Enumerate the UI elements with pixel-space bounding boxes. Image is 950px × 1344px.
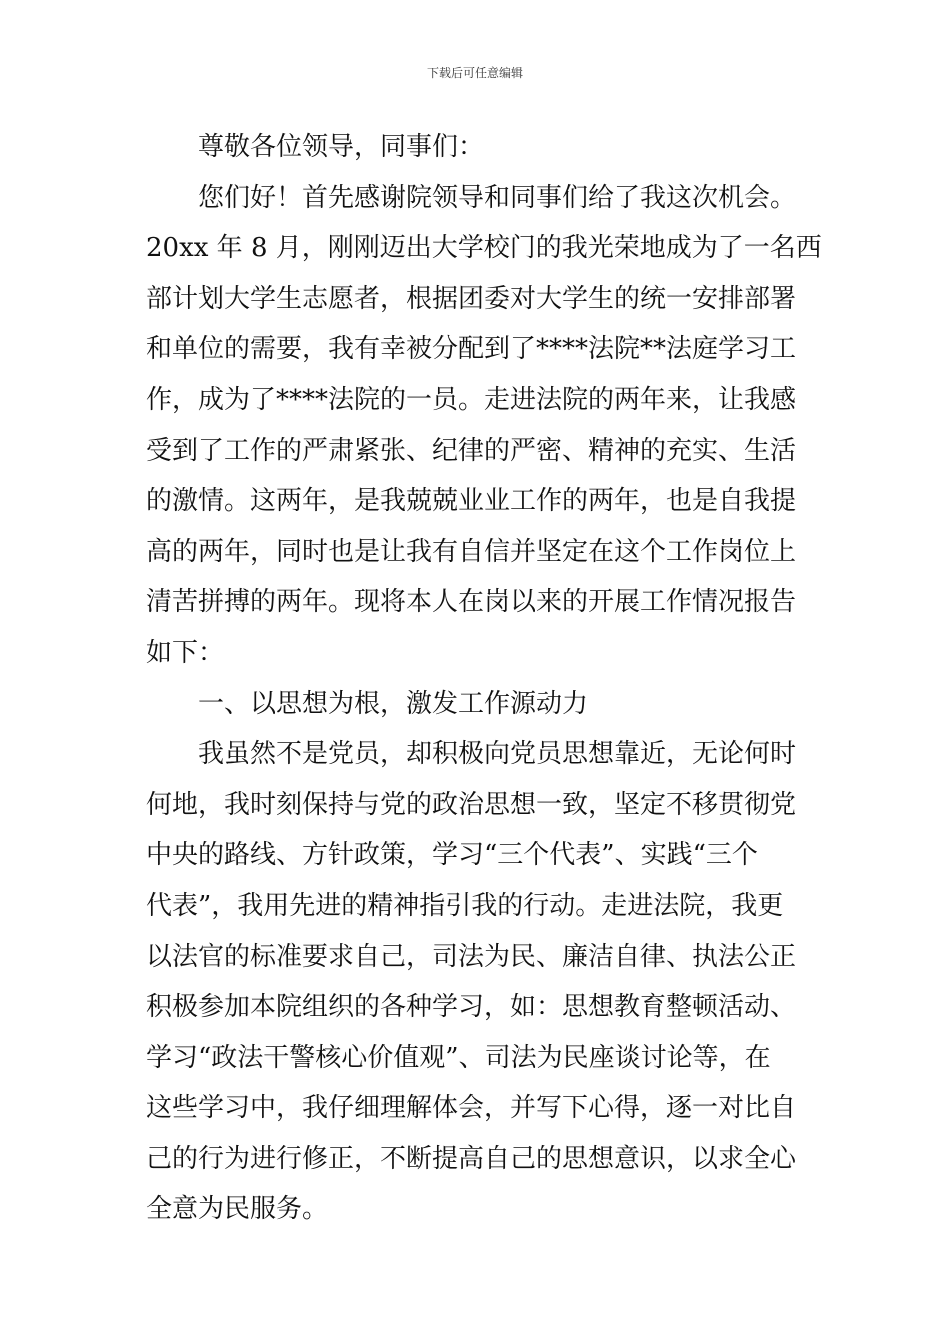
text-line: 学习“政法干警核心价值观”、司法为民座谈讨论等，在: [146, 1042, 771, 1073]
page-header-note: 下载后可任意编辑: [426, 66, 523, 80]
text-line: 积极参加本院组织的各种学习，如：思想教育整顿活动、: [146, 992, 797, 1023]
text-line: 我虽然不是党员，却积极向党员思想靠近，无论何时: [198, 739, 797, 770]
salutation-line: 尊敬各位领导，同事们：: [198, 132, 485, 162]
text-line: 全意为民服务。: [146, 1194, 329, 1225]
text-line: 的激情。这两年，是我兢兢业业工作的两年，也是自我提: [146, 486, 797, 517]
text-line: 作，成为了****法院的一员。走进法院的两年来，让我感: [146, 384, 797, 415]
section-heading: 一、以思想为根，激发工作源动力: [198, 688, 589, 719]
text-line: 部计划大学生志愿者，根据团委对大学生的统一安排部署: [146, 283, 797, 314]
text-line: 中央的路线、方针政策，学习“三个代表”、实践“三个: [146, 840, 758, 871]
text-line: 代表”，我用先进的精神指引我的行动。走进法院，我更: [146, 890, 784, 921]
text-line: 如下：: [146, 637, 225, 668]
text-line: 己的行为进行修正，不断提高自己的思想意识，以求全心: [146, 1143, 797, 1174]
text-line: 20xx 年 8 月，刚刚迈出大学校门的我光荣地成为了一名西: [146, 233, 822, 264]
text-line: 清苦拼搏的两年。现将本人在岗以来的开展工作情况报告: [146, 587, 797, 618]
text-line: 以法官的标准要求自己，司法为民、廉洁自律、执法公正: [146, 941, 797, 972]
text-line: 何地，我时刻保持与党的政治思想一致，坚定不移贯彻党: [146, 789, 797, 820]
document-body: [146, 122, 822, 1235]
text-line: 这些学习中，我仔细理解体会，并写下心得，逐一对比自: [146, 1093, 797, 1124]
text-line: 受到了工作的严肃紧张、纪律的严密、精神的充实、生活: [146, 435, 797, 466]
text-line: 您们好！首先感谢院领导和同事们给了我这次机会。: [198, 182, 797, 213]
text-line: 高的两年，同时也是让我有自信并坚定在这个工作岗位上: [146, 536, 797, 567]
text-line: 和单位的需要，我有幸被分配到了****法院**法庭学习工: [146, 334, 797, 365]
